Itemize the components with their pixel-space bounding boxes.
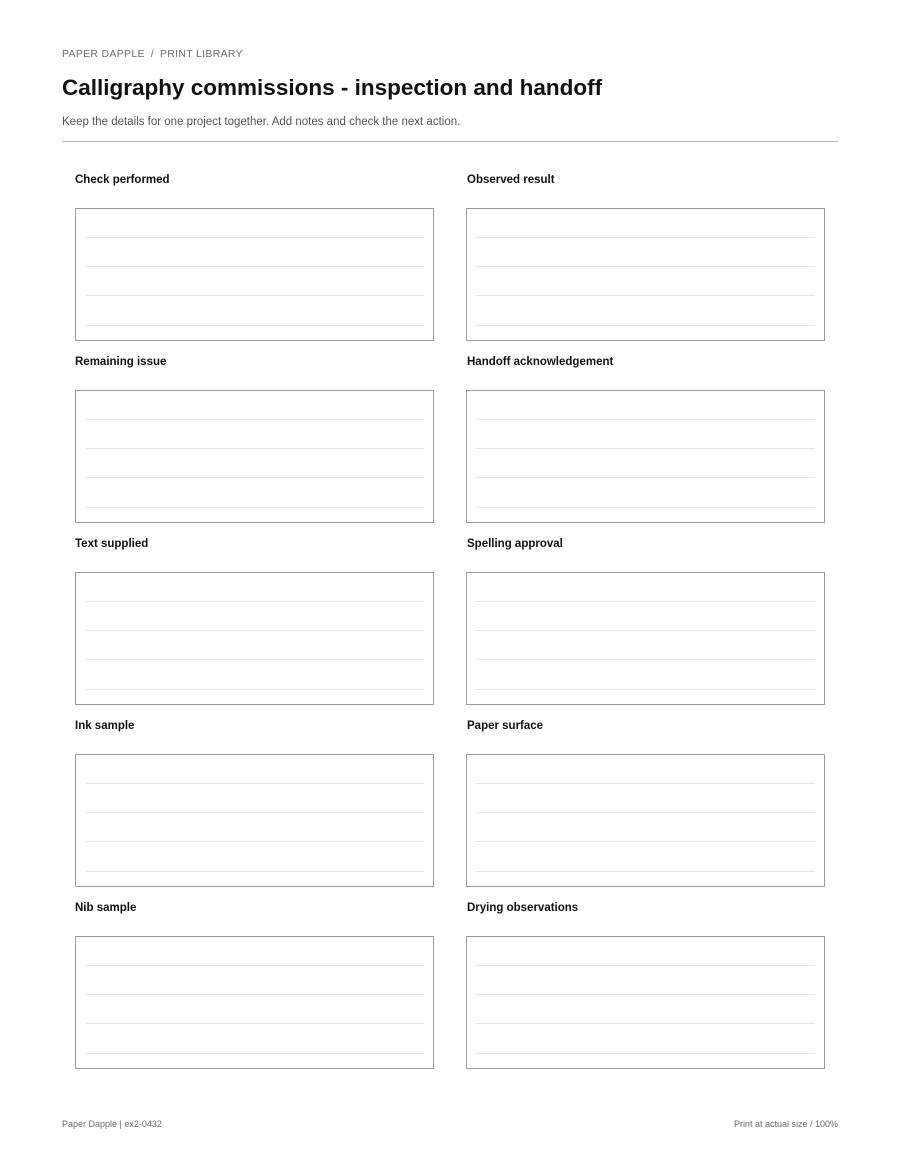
writing-line [85,237,424,238]
writing-line [85,965,424,966]
field-label-paper-surface: Paper surface [467,720,544,732]
field-box-spelling-approval[interactable] [466,572,825,705]
writing-line [476,419,815,420]
field-box-ink-sample[interactable] [75,754,434,887]
writing-line [85,601,424,602]
writing-line [85,448,424,449]
field-label-check-performed: Check performed [75,174,170,186]
field-box-paper-surface[interactable] [466,754,825,887]
field-label-drying-observations: Drying observations [467,902,579,914]
breadcrumb-separator: / [150,48,154,60]
writing-line [85,659,424,660]
writing-line [85,1023,424,1024]
writing-line [85,783,424,784]
writing-line [85,507,424,508]
writing-line [476,1023,815,1024]
writing-line [476,266,815,267]
field-label-text-supplied: Text supplied [75,538,149,550]
field-label-observed-result: Observed result [467,174,555,186]
writing-line [476,689,815,690]
writing-line [476,965,815,966]
writing-line [85,630,424,631]
field-label-remaining-issue: Remaining issue [75,356,167,368]
breadcrumb-item-library[interactable]: PRINT LIBRARY [160,48,243,60]
writing-line [476,601,815,602]
writing-line [85,477,424,478]
writing-line [85,841,424,842]
writing-line [85,325,424,326]
writing-line [476,994,815,995]
writing-line [476,448,815,449]
field-box-observed-result[interactable] [466,208,825,341]
writing-line [85,812,424,813]
writing-line [476,1053,815,1054]
writing-line [476,841,815,842]
field-box-check-performed[interactable] [75,208,434,341]
writing-line [85,266,424,267]
writing-line [85,295,424,296]
writing-line [476,325,815,326]
writing-line [476,812,815,813]
writing-line [476,630,815,631]
field-box-remaining-issue[interactable] [75,390,434,523]
page-subtitle: Keep the details for one project together. Add notes and check the next action. [62,116,461,128]
field-box-drying-observations[interactable] [466,936,825,1069]
title-divider [62,141,838,142]
writing-line [476,507,815,508]
writing-line [85,994,424,995]
footer-document-id: Paper Dapple | ex2-0432 [62,1119,162,1129]
writing-line [85,1053,424,1054]
field-label-spelling-approval: Spelling approval [467,538,563,550]
page-title: Calligraphy commissions - inspection and handoff [62,75,603,100]
breadcrumb [62,48,243,60]
writing-line [476,783,815,784]
writing-line [85,689,424,690]
writing-line [85,871,424,872]
writing-line [476,237,815,238]
writing-line [476,477,815,478]
field-box-text-supplied[interactable] [75,572,434,705]
field-box-handoff-acknowledgement[interactable] [466,390,825,523]
field-label-ink-sample: Ink sample [75,720,135,732]
writing-line [476,871,815,872]
writing-line [476,659,815,660]
writing-line [85,419,424,420]
breadcrumb-item-brand[interactable]: PAPER DAPPLE [62,48,145,60]
field-label-nib-sample: Nib sample [75,902,137,914]
footer-print-note: Print at actual size / 100% [733,1119,838,1129]
field-label-handoff-acknowledgement: Handoff acknowledgement [467,356,614,368]
field-box-nib-sample[interactable] [75,936,434,1069]
writing-line [476,295,815,296]
